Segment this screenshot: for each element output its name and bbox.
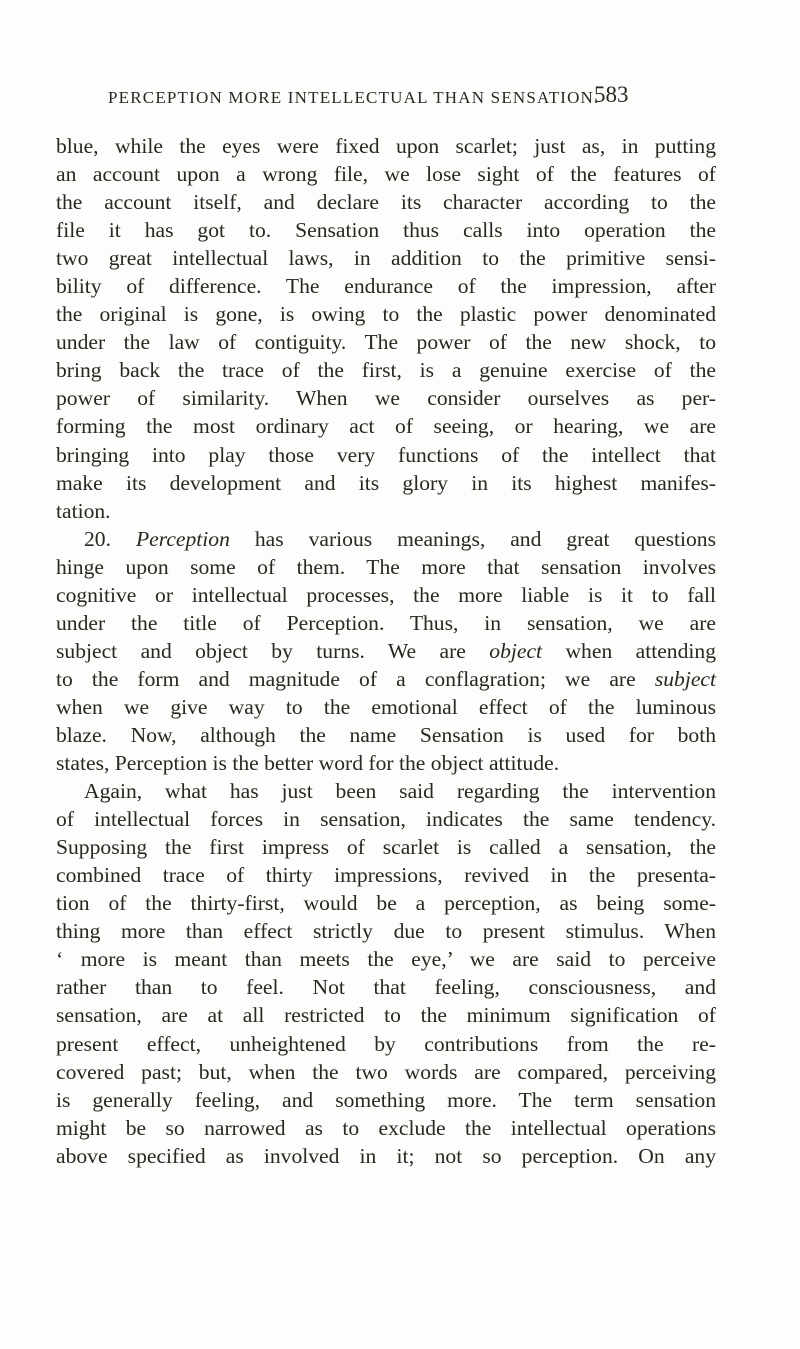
text-line: of intellectual forces in sensation, indicates the same tendency. <box>56 807 716 832</box>
page-number: 583 <box>594 82 629 107</box>
text-line: cognitive or intellectual processes, the more liable is it to fall <box>56 582 716 607</box>
text-line: ‘ more is meant than meets the eye,’ we are said to perceive <box>56 947 716 972</box>
text-line: under the law of contiguity. The power of the new shock, to <box>56 330 716 355</box>
text-line: when we give way to the emotional effect of the luminous <box>56 694 716 719</box>
running-title: PERCEPTION MORE INTELLECTUAL THAN SENSATION. <box>108 88 600 107</box>
text-line: an account upon a wrong file, we lose sight of the features of <box>56 162 716 187</box>
text-line: tion of the thirty-first, would be a perception, as being some- <box>56 891 716 916</box>
running-head <box>96 82 656 118</box>
text-line: thing more than effect strictly due to present stimulus. When <box>56 919 716 944</box>
text-line: subject and object by turns. We are object when attending <box>56 638 716 663</box>
text-line: covered past; but, when the two words are compared, perceiving <box>56 1059 716 1084</box>
text-line: present effect, unheightened by contributions from the re- <box>56 1031 716 1056</box>
text-line: above specified as involved in it; not so perception. On any <box>56 1143 716 1168</box>
text-line: Supposing the first impress of scarlet is called a sensation, the <box>56 835 716 860</box>
italic-term: subject <box>654 666 716 691</box>
text-line: blue, while the eyes were fixed upon scarlet; just as, in putting <box>56 134 716 158</box>
text-line: file it has got to. Sensation thus calls into operation the <box>56 218 716 243</box>
text-line: tation. <box>56 498 111 523</box>
text-line: 20. Perception has various meanings, and great questions <box>84 526 717 551</box>
italic-term: object <box>489 638 543 663</box>
text-line: states, Perception is the better word for the object attitude. <box>56 751 560 776</box>
text-line: two great intellectual laws, in addition to the primitive sensi- <box>56 246 716 271</box>
text-line: Again, what has just been said regarding the intervention <box>84 779 716 804</box>
text-line: forming the most ordinary act of seeing, or hearing, we are <box>56 414 716 439</box>
text-line: rather than to feel. Not that feeling, consciousness, and <box>56 975 716 1000</box>
text-line: hinge upon some of them. The more that sensation involves <box>56 554 716 579</box>
text-line: under the title of Perception. Thus, in sensation, we are <box>56 610 716 635</box>
text-line: bringing into play those very functions of the intellect that <box>56 442 716 467</box>
text-line: power of similarity. When we consider ourselves as per- <box>56 386 716 411</box>
text-line: the account itself, and declare its character according to the <box>56 190 716 215</box>
text-line: make its development and its glory in its highest manifes- <box>56 470 716 495</box>
section-number: 20. <box>84 526 136 551</box>
text-line: the original is gone, is owing to the plastic power denominated <box>56 302 716 327</box>
italic-term: Perception <box>135 526 230 551</box>
text-line: bility of difference. The endurance of the impression, after <box>56 274 716 299</box>
text-line: bring back the trace of the first, is a genuine exercise of the <box>56 358 716 383</box>
body-text <box>56 132 716 1170</box>
text-line: to the form and magnitude of a conflagration; we are subject <box>56 666 716 691</box>
text-line: is generally feeling, and something more. The term sensation <box>56 1087 716 1112</box>
text-line: blaze. Now, although the name Sensation is used for both <box>56 722 716 747</box>
text-line: sensation, are at all restricted to the minimum signification of <box>56 1003 716 1028</box>
text-line: might be so narrowed as to exclude the intellectual operations <box>56 1115 716 1140</box>
text-line: combined trace of thirty impressions, revived in the presenta- <box>56 863 716 888</box>
